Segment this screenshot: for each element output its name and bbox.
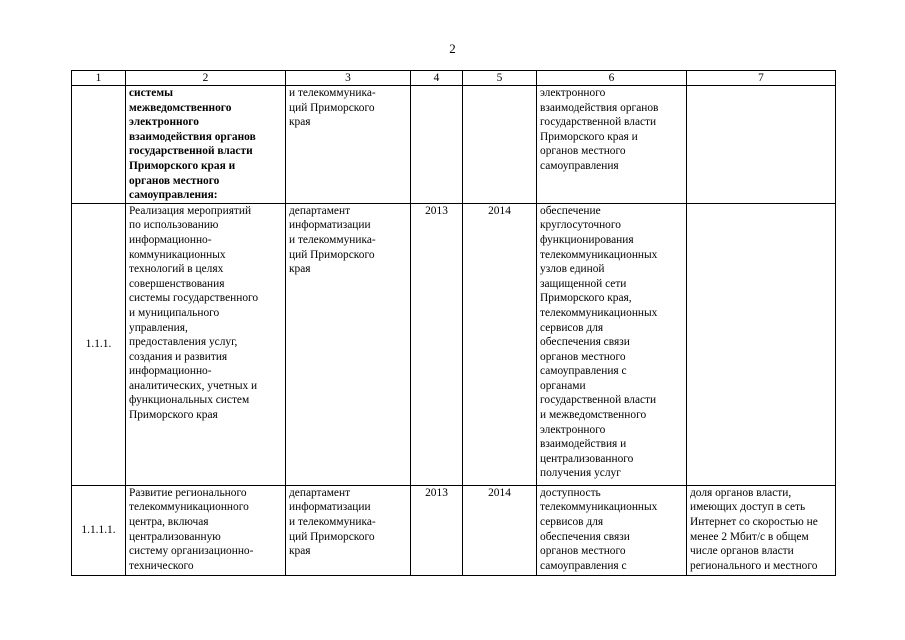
end-year xyxy=(463,86,537,204)
column-header: 1 xyxy=(72,71,126,86)
indicator xyxy=(687,203,836,485)
column-header: 2 xyxy=(126,71,286,86)
column-header: 6 xyxy=(537,71,687,86)
indicator xyxy=(687,86,836,204)
executor: департамент информатизации и телекоммуника- ций Приморского края xyxy=(286,485,411,575)
indicator: доля органов власти, имеющих доступ в сеть Интернет со скоростью не менее 2 Мбит/с в общем числе органов власти регионального и местного xyxy=(687,485,836,575)
table-row xyxy=(72,86,836,204)
start-year: 2013 xyxy=(411,203,463,485)
item-number: 1.1.1.1. xyxy=(72,485,126,575)
expected-result: доступность телекоммуникационных сервисов для обеспечения связи органов местного самоуправления с xyxy=(537,485,687,575)
activity-name: Развитие регионального телекоммуникационного центра, включая централизованную систему организационно- технического xyxy=(126,485,286,575)
executor: департамент информатизации и телекоммуника- ций Приморского края xyxy=(286,203,411,485)
activity-name: Реализация мероприятий по использованию информационно- коммуникационных технологий в целях совершенствования системы государственного и муниципального управления, предоставления услуг, создания и развития информационно- аналитических, учетных и функциональных систем Приморского края xyxy=(126,203,286,485)
item-number: 1.1.1. xyxy=(72,203,126,485)
end-year: 2014 xyxy=(463,485,537,575)
column-header: 7 xyxy=(687,71,836,86)
column-number-row xyxy=(72,71,836,86)
executor: и телекоммуника- ций Приморского края xyxy=(286,86,411,204)
column-header: 4 xyxy=(411,71,463,86)
start-year: 2013 xyxy=(411,485,463,575)
column-header: 5 xyxy=(463,71,537,86)
start-year xyxy=(411,86,463,204)
page-number: 2 xyxy=(449,41,456,56)
column-header: 3 xyxy=(286,71,411,86)
end-year: 2014 xyxy=(463,203,537,485)
activity-name: системы межведомственного электронного взаимодействия органов государственной власти Приморского края и органов местного самоуправления: xyxy=(126,86,286,204)
table-row xyxy=(72,203,836,485)
expected-result: обеспечение круглосуточного функционирования телекоммуникационных узлов единой защищенной сети Приморского края, телекоммуникационных сервисов для обеспечения связи органов местного самоуправления с органами государственной власти и межведомственного электронного взаимодействия и централизованного получения услуг xyxy=(537,203,687,485)
expected-result: электронного взаимодействия органов государственной власти Приморского края и органов местного самоуправления xyxy=(537,86,687,204)
program-activities-table xyxy=(71,70,836,576)
table-row xyxy=(72,485,836,575)
item-number xyxy=(72,86,126,204)
